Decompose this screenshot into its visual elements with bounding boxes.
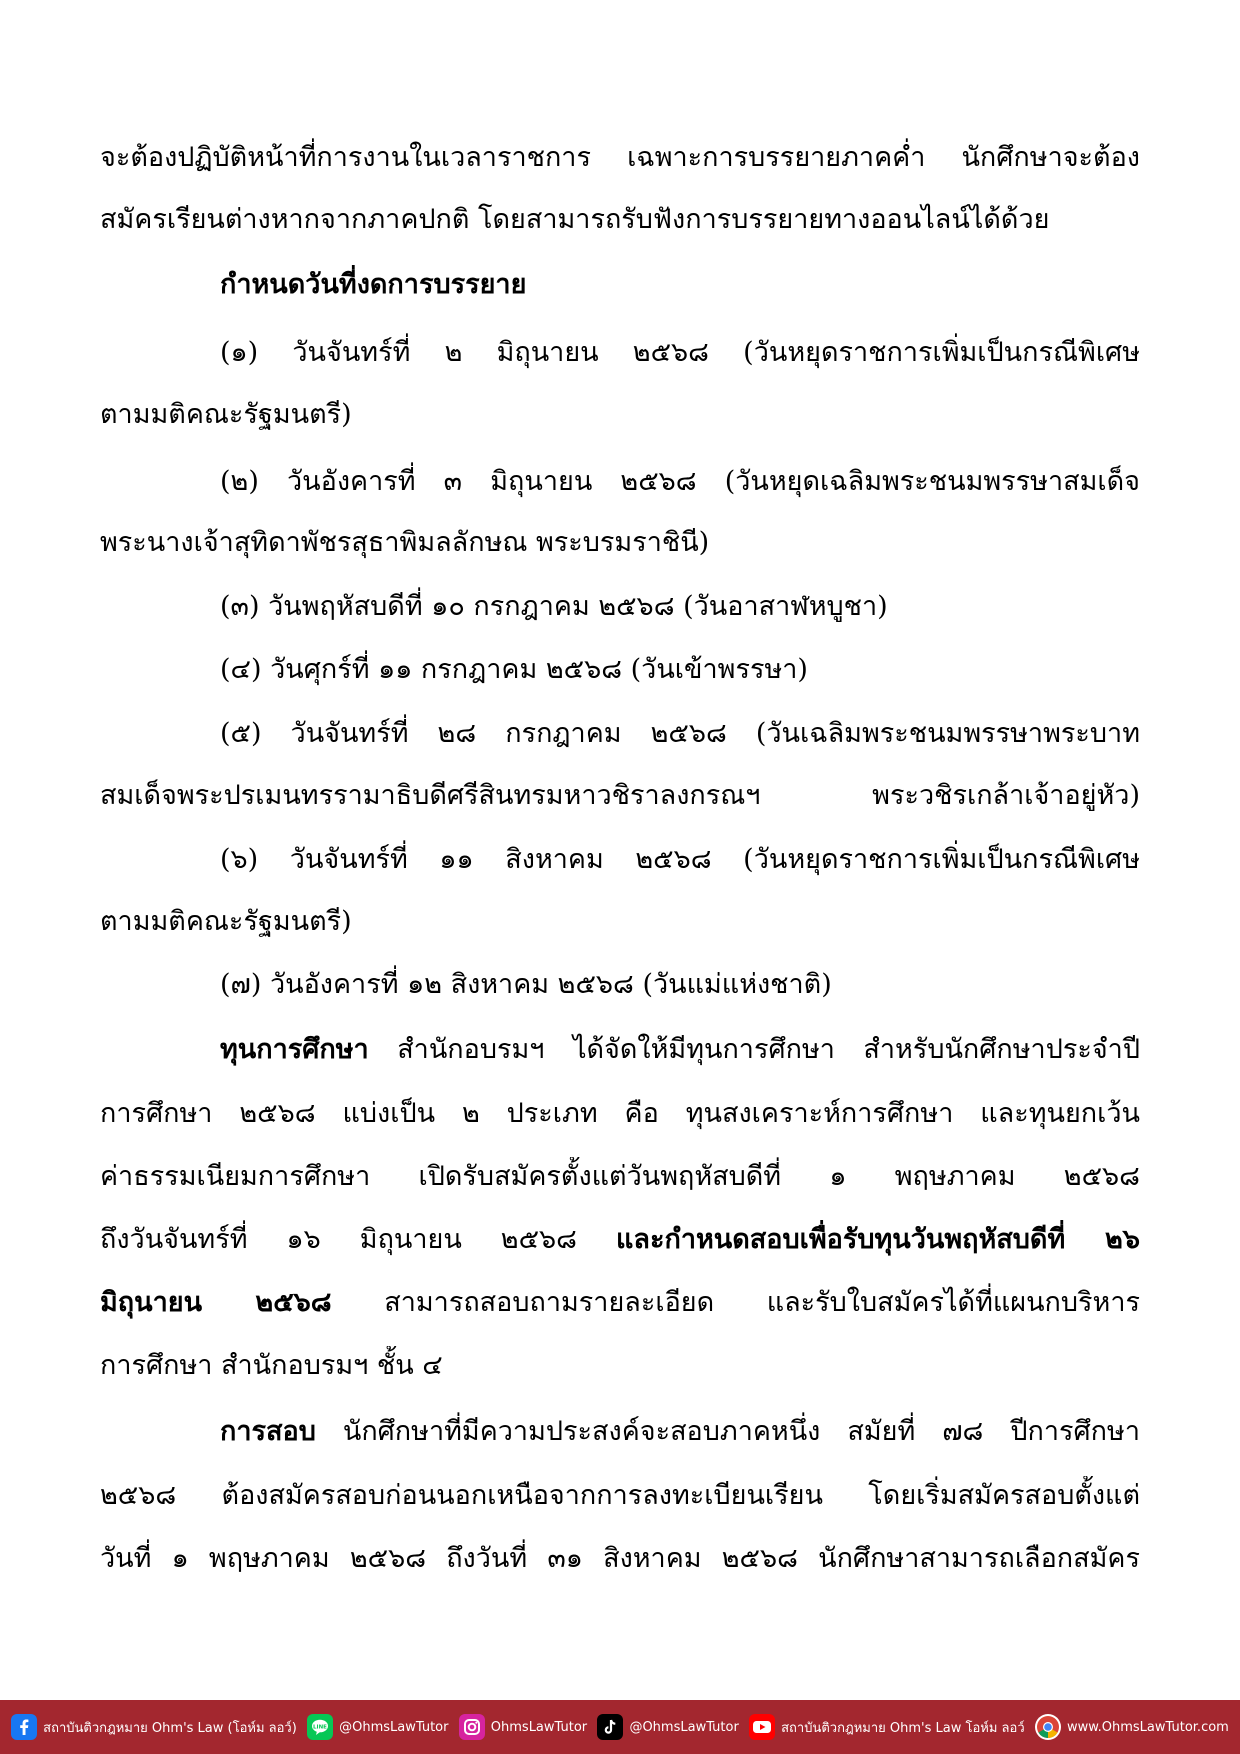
- body-text: สามารถสอบถามรายละเอียด และรับใบสมัครได้ที่แผนกบริหาร: [384, 1287, 1140, 1318]
- svg-text:LINE: LINE: [313, 1724, 328, 1731]
- footer-website-link[interactable]: [1035, 1714, 1229, 1740]
- body-line: วันที่ ๑ พฤษภาคม ๒๕๖๘ ถึงวันที่ ๓๑ สิงหาคม ๒๕๖๘ นักศึกษาสามารถเลือกสมัคร: [100, 1543, 1140, 1574]
- body-text: สำนักอบรมฯ ได้จัดให้มีทุนการศึกษา สำหรับนักศึกษาประจำปี: [397, 1034, 1140, 1065]
- footer-line-link[interactable]: [307, 1714, 448, 1740]
- instagram-label: OhmsLawTutor: [490, 1719, 588, 1735]
- website-label: www.OhmsLawTutor.com: [1066, 1719, 1229, 1735]
- holiday-item-1-cont: ตามมติคณะรัฐมนตรี): [100, 399, 352, 430]
- holiday-item-6: (๖) วันจันทร์ที่ ๑๑ สิงหาคม ๒๕๖๘ (วันหยุดราชการเพิ่มเป็นกรณีพิเศษ: [220, 844, 1140, 875]
- body-line: ค่าธรรมเนียมการศึกษา เปิดรับสมัครตั้งแต่วันพฤหัสบดีที่ ๑ พฤษภาคม ๒๕๖๘: [100, 1161, 1140, 1192]
- body-line: สมัครเรียนต่างหากจากภาคปกติ โดยสามารถรับฟังการบรรยายทางออนไลน์ได้ด้วย: [100, 204, 1050, 235]
- holiday-item-5: (๕) วันจันทร์ที่ ๒๘ กรกฎาคม ๒๕๖๘ (วันเฉลิมพระชนมพรรษาพระบาท: [220, 718, 1140, 749]
- emphasis-text: มิถุนายน ๒๕๖๘: [100, 1287, 332, 1318]
- instagram-icon: [459, 1714, 485, 1740]
- footer-instagram-link[interactable]: [459, 1714, 587, 1740]
- footer-facebook-link[interactable]: [11, 1714, 297, 1740]
- holiday-item-2: (๒) วันอังคารที่ ๓ มิถุนายน ๒๕๖๘ (วันหยุดเฉลิมพระชนมพรรษาสมเด็จ: [220, 466, 1140, 497]
- facebook-icon: [11, 1714, 37, 1740]
- body-line: การศึกษา ๒๕๖๘ แบ่งเป็น ๒ ประเภท คือ ทุนสงเคราะห์การศึกษา และทุนยกเว้น: [100, 1098, 1140, 1129]
- tiktok-label: @OhmsLawTutor: [629, 1719, 739, 1735]
- footer-youtube-link[interactable]: [749, 1714, 1025, 1740]
- holiday-item-2-cont: พระนางเจ้าสุทิดาพัชรสุธาพิมลลักษณ พระบรมราชินี): [100, 527, 710, 558]
- chrome-icon: [1035, 1714, 1061, 1740]
- tiktok-icon: [597, 1714, 623, 1740]
- line-label: @OhmsLawTutor: [339, 1719, 449, 1735]
- social-footer-bar: [0, 1700, 1240, 1754]
- emphasis-text: และกำหนดสอบเพื่อรับทุนวันพฤหัสบดีที่ ๒๖: [616, 1224, 1140, 1255]
- facebook-label: สถาบันติวกฎหมาย Ohm's Law (โอห์ม ลอว์): [43, 1720, 297, 1736]
- scholarship-paragraph-first-line: [220, 1030, 1140, 1070]
- body-line: [100, 1283, 1140, 1323]
- exam-paragraph-first-line: [220, 1412, 1140, 1452]
- youtube-icon: [749, 1714, 775, 1740]
- holiday-item-5-cont: สมเด็จพระปรเมนทรรามาธิบดีศรีสินทรมหาวชิราลงกรณฯ พระวชิรเกล้าเจ้าอยู่หัว): [100, 780, 1140, 811]
- body-line: ๒๕๖๘ ต้องสมัครสอบก่อนนอกเหนือจากการลงทะเบียนเรียน โดยเริ่มสมัครสอบตั้งแต่: [100, 1480, 1140, 1511]
- body-line: การศึกษา สำนักอบรมฯ ชั้น ๔: [100, 1350, 443, 1381]
- holiday-item-1: (๑) วันจันทร์ที่ ๒ มิถุนายน ๒๕๖๘ (วันหยุดราชการเพิ่มเป็นกรณีพิเศษ: [220, 337, 1140, 368]
- body-line: จะต้องปฏิบัติหน้าที่การงานในเวลาราชการ เฉพาะการบรรยายภาคค่ำ นักศึกษาจะต้อง: [100, 142, 1140, 173]
- exam-heading: การสอบ: [220, 1416, 316, 1447]
- footer-tiktok-link[interactable]: [597, 1714, 738, 1740]
- holiday-heading: กำหนดวันที่งดการบรรยาย: [220, 269, 527, 300]
- youtube-label: สถาบันติวกฎหมาย Ohm's Law โอห์ม ลอว์: [781, 1720, 1025, 1736]
- scholarship-heading: ทุนการศึกษา: [220, 1034, 369, 1065]
- body-text: ถึงวันจันทร์ที่ ๑๖ มิถุนายน ๒๕๖๘: [100, 1224, 578, 1255]
- body-line: [100, 1220, 1140, 1260]
- holiday-item-3: (๓) วันพฤหัสบดีที่ ๑๐ กรกฎาคม ๒๕๖๘ (วันอาสาฬหบูชา): [220, 591, 888, 622]
- holiday-item-6-cont: ตามมติคณะรัฐมนตรี): [100, 906, 352, 937]
- body-text: นักศึกษาที่มีความประสงค์จะสอบภาคหนึ่ง สมัยที่ ๗๘ ปีการศึกษา: [342, 1416, 1140, 1447]
- holiday-item-7: (๗) วันอังคารที่ ๑๒ สิงหาคม ๒๕๖๘ (วันแม่แห่งชาติ): [220, 969, 832, 1000]
- holiday-item-4: (๔) วันศุกร์ที่ ๑๑ กรกฎาคม ๒๕๖๘ (วันเข้าพรรษา): [220, 654, 808, 685]
- line-icon: [307, 1714, 333, 1740]
